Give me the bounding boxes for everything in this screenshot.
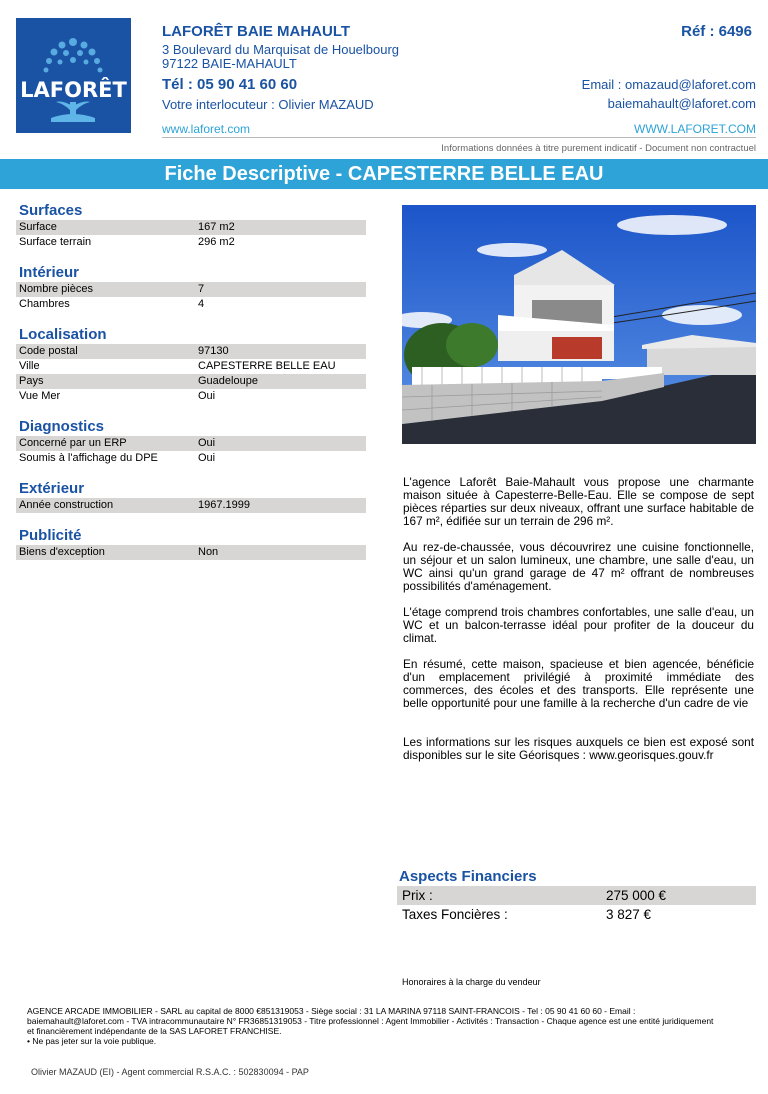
website-link-left[interactable]: www.laforet.com xyxy=(162,122,251,136)
attribute-row xyxy=(16,359,366,374)
attribute-row xyxy=(16,344,366,359)
agency-name: LAFORÊT BAIE MAHAULT xyxy=(162,23,351,40)
attribute-label: Chambres xyxy=(19,298,70,310)
tree-logo-icon xyxy=(16,18,131,133)
attribute-value: 97130 xyxy=(198,345,229,357)
attribute-value: 167 m2 xyxy=(198,221,235,233)
attribute-row xyxy=(16,436,366,451)
disclaimer: Informations données à titre purement indicatif - Document non contractuel xyxy=(441,143,756,154)
section-interieur xyxy=(16,263,366,312)
attribute-label: Biens d'exception xyxy=(19,546,105,558)
attribute-label: Concerné par un ERP xyxy=(19,437,127,449)
section-title: Intérieur xyxy=(19,264,80,281)
financial-row xyxy=(397,886,756,905)
attribute-value: Guadeloupe xyxy=(198,375,258,387)
email-secondary-link[interactable]: baiemahault@laforet.com xyxy=(607,96,756,111)
attribute-row xyxy=(16,235,366,250)
attribute-label: Ville xyxy=(19,360,40,372)
property-photo xyxy=(402,205,756,444)
attribute-row xyxy=(16,374,366,389)
attribute-value: 1967.1999 xyxy=(198,499,250,511)
section-title: Localisation xyxy=(19,326,107,343)
section-title: Publicité xyxy=(19,527,82,544)
section-exterieur xyxy=(16,479,366,513)
description-paragraph: Au rez-de-chaussée, vous découvrirez une cuisine fonctionnelle, un séjour et un salon lumineux, une chambre, une salle d'eau, un WC ainsi qu'un grand garage de 47 m² offrant de nombreuses possibilités d'aménagement. xyxy=(403,540,754,593)
laforet-logo xyxy=(16,18,131,133)
description-paragraph: En résumé, cette maison, spacieuse et bien agencée, bénéficie d'un emplacement privilégié à proximité immédiate des commerces, des écoles et des transports. Elle représente une belle opportunité pour une famille à la recherche d'un cadre de vie xyxy=(403,657,754,710)
property-attributes xyxy=(16,201,366,560)
financial-table xyxy=(397,886,756,924)
address-line-1: 3 Boulevard du Marquisat de Houelbourg xyxy=(162,42,400,57)
attribute-value: 296 m2 xyxy=(198,236,235,248)
attribute-row xyxy=(16,297,366,312)
attribute-label: Code postal xyxy=(19,345,78,357)
legal-line: et financièrement indépendante de la SAS LAFORET FRANCHISE. xyxy=(27,1026,282,1036)
description-paragraph: L'étage comprend trois chambres confortables, une salle d'eau, un WC et un balcon-terrasse idéal pour profiter de la douceur du climat. xyxy=(403,605,754,645)
email-primary-link[interactable]: Email : omazaud@laforet.com xyxy=(581,77,756,92)
contact-person: Votre interlocuteur : Olivier MAZAUD xyxy=(162,97,374,112)
description-paragraph: L'agence Laforêt Baie-Mahault vous propose une charmante maison située à Capesterre-Belle-Eau. Elle se compose de sept pièces réparties sur deux niveaux, offrant une surface habitable de 167 m², édifiée sur un terrain de 296 m². xyxy=(403,475,754,528)
section-title: Surfaces xyxy=(19,202,83,219)
attribute-value: 7 xyxy=(198,283,205,295)
attribute-row xyxy=(16,389,366,404)
financial-section-title: Aspects Financiers xyxy=(399,868,537,885)
legal-line: baiemahault@laforet.com - TVA intracommunautaire N° FR36851319053 - Titre professionnel : Agent Immobilier - Activités : Transaction - Chaque agence est une entité juridiquement xyxy=(27,1016,714,1026)
section-title: Diagnostics xyxy=(19,418,105,435)
attribute-label: Surface terrain xyxy=(19,236,92,248)
attribute-label: Soumis à l'affichage du DPE xyxy=(19,452,158,464)
price-label: Prix : xyxy=(402,888,433,903)
agent-registration: Olivier MAZAUD (EI) - Agent commercial R.S.A.C. : 502830094 - PAP xyxy=(31,1067,309,1077)
reference-number: Réf : 6496 xyxy=(681,23,752,40)
attribute-value: Non xyxy=(198,546,219,558)
attribute-value: Oui xyxy=(198,390,216,402)
address-line-2: 97122 BAIE-MAHAULT xyxy=(162,56,297,71)
price-value: 275 000 € xyxy=(606,888,667,903)
header-divider xyxy=(162,137,756,138)
legal-line: • Ne pas jeter sur la voie publique. xyxy=(27,1036,157,1046)
attribute-label: Pays xyxy=(19,375,44,387)
section-title: Extérieur xyxy=(19,480,85,497)
section-localisation xyxy=(16,325,366,404)
attribute-label: Année construction xyxy=(19,499,114,511)
section-publicite xyxy=(16,526,366,560)
attribute-label: Surface xyxy=(19,221,57,233)
attribute-row xyxy=(16,220,366,235)
logo-wordmark: LAFORÊT xyxy=(20,78,127,102)
fees-note: Honoraires à la charge du vendeur xyxy=(402,977,541,987)
property-tax-value: 3 827 € xyxy=(606,907,652,922)
attribute-label: Nombre pièces xyxy=(19,283,93,295)
property-tax-label: Taxes Foncières : xyxy=(402,907,508,922)
page-title-banner: Fiche Descriptive - CAPESTERRE BELLE EAU xyxy=(0,159,768,189)
section-diagnostics xyxy=(16,417,366,466)
attribute-row xyxy=(16,451,366,466)
attribute-value: Oui xyxy=(198,452,216,464)
section-surfaces xyxy=(16,201,366,250)
property-description xyxy=(403,476,754,775)
attribute-row xyxy=(16,282,366,297)
attribute-row xyxy=(16,545,366,560)
attribute-value: Oui xyxy=(198,437,216,449)
financial-row xyxy=(397,905,756,924)
attribute-value: 4 xyxy=(198,298,205,310)
legal-line: AGENCE ARCADE IMMOBILIER - SARL au capital de 8000 €851319053 - Siège social : 31 LA MARINA 97118 SAINT-FRANCOIS - Tel : 05 90 41 60 60 - Email : xyxy=(27,1006,636,1016)
attribute-value: CAPESTERRE BELLE EAU xyxy=(198,360,336,372)
attribute-label: Vue Mer xyxy=(19,390,61,402)
phone-number[interactable]: Tél : 05 90 41 60 60 xyxy=(162,76,298,93)
website-link-right[interactable]: WWW.LAFORET.COM xyxy=(634,122,756,136)
description-paragraph: Les informations sur les risques auxquels ce bien est exposé sont disponibles sur le site Géorisques : www.georisques.gouv.fr xyxy=(403,735,754,762)
attribute-row xyxy=(16,498,366,513)
legal-notice xyxy=(27,1006,749,1046)
